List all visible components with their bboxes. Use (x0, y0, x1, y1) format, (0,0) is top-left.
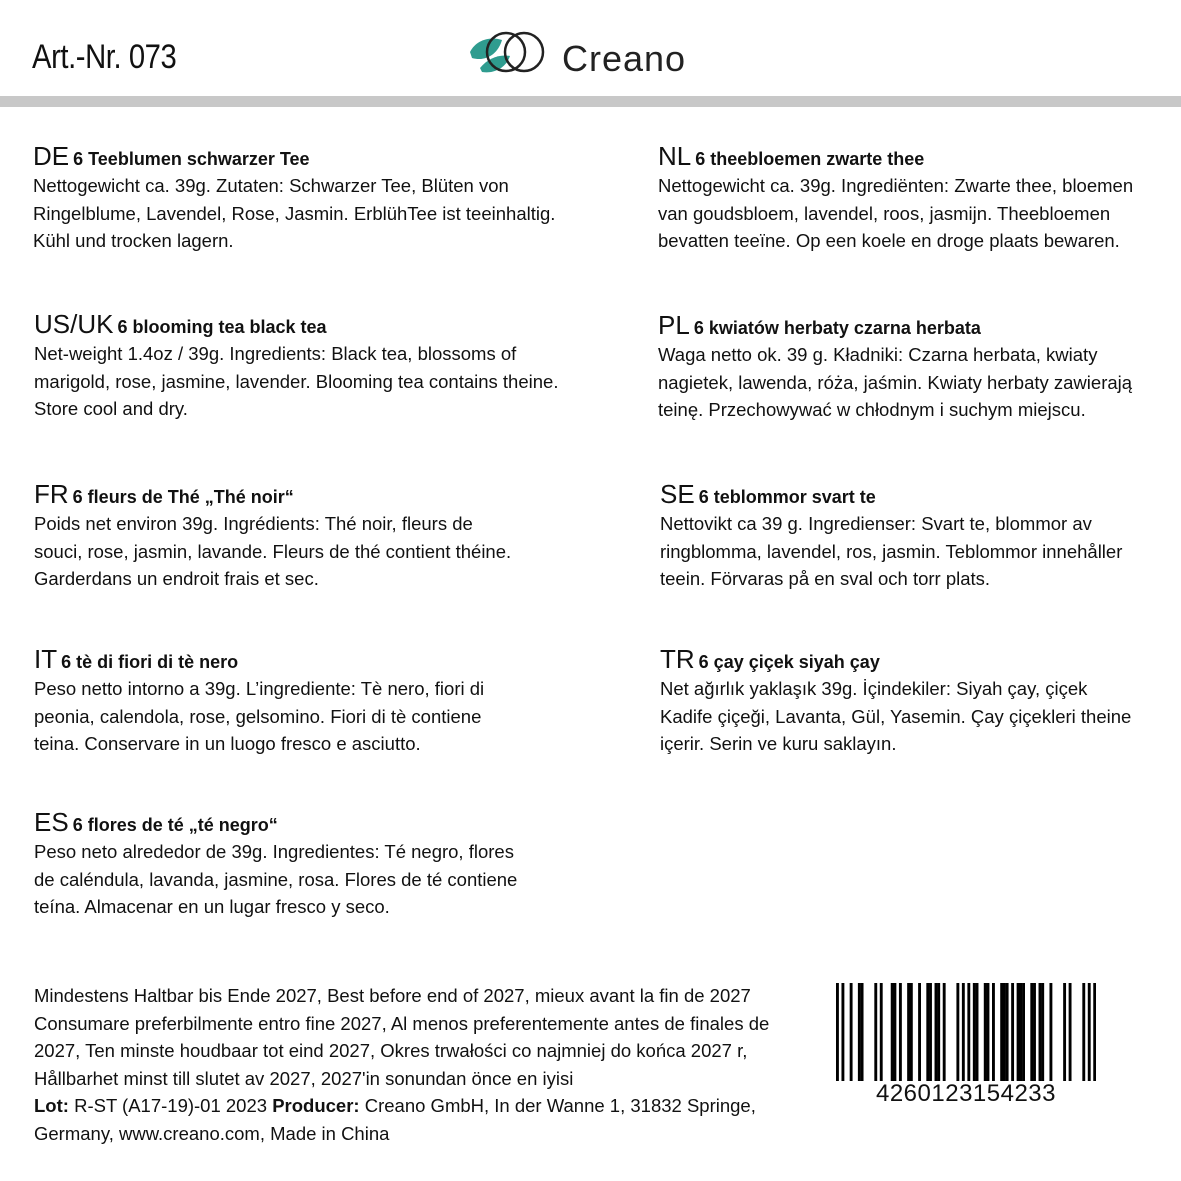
section-text: Net ağırlık yaklaşık 39g. İçindekiler: Siyah çay, çiçek Kadife çiçeği, Lavanta, Gül, Yasemin. Çay çiçekleri theine içerir. Serin ve kuru saklayın. (660, 678, 1132, 754)
barcode-bar (1011, 983, 1014, 1081)
barcode-bar (874, 983, 877, 1081)
barcode-bar (861, 983, 864, 1081)
barcode-bar (841, 983, 844, 1081)
product-title: 6 flores de té „té negro“ (72, 815, 278, 835)
product-title: 6 Teeblumen schwarzer Tee (73, 149, 310, 169)
barcode-bar (984, 983, 987, 1081)
language-code: NL (658, 141, 692, 171)
lot-value: R-ST (A17-19)-01 2023 (68, 1095, 273, 1116)
section-heading (34, 311, 594, 340)
section-text: Nettovikt ca 39 g. Ingredienser: Svart te, blommor av ringblomma, lavendel, ros, jasmin. Teblommor innehåller teein. Förvaras på en sval och torr plats. (660, 513, 1123, 589)
lot-label: Lot: (34, 1095, 69, 1116)
section-es (34, 809, 594, 921)
section-heading (33, 143, 593, 172)
section-heading (660, 646, 1160, 675)
barcode-bar (880, 983, 883, 1081)
barcode-bar (836, 983, 839, 1081)
barcode-bar (992, 983, 995, 1081)
best-before-text: Mindestens Haltbar bis Ende 2027, Best before end of 2027, mieux avant la fin de 2027 Consumare preferbilmente entro fine 2027, Al menos preferentemente antes de finales de 2027, Ten minste houdbaar tot eind 2027, Okres trwałości co najmniej do końca 2027 r, Hållbarhet minst till slutet av 2027, 2027'in sonundan önce en iyisi (34, 985, 770, 1089)
barcode-bar (1003, 983, 1006, 1081)
section-text: Net-weight 1.4oz / 39g. Ingredients: Black tea, blossoms of marigold, rose, jasmine, lavender. Blooming tea contains theine. Store cool and dry. (34, 343, 559, 419)
barcode-bar (973, 983, 976, 1081)
producer-label: Producer: (272, 1095, 360, 1116)
barcode-bar (1006, 983, 1009, 1081)
barcode-bar (850, 983, 853, 1081)
section-text: Peso neto alrededor de 39g. Ingredientes: Té negro, flores de caléndula, lavanda, jasmine, rosa. Flores de té contiene teína. Almacenar en un lugar fresco y seco. (34, 841, 518, 917)
barcode-bar (1017, 983, 1020, 1081)
header-divider (0, 96, 1181, 107)
barcode-bar (918, 983, 921, 1081)
barcode-bar (910, 983, 913, 1081)
barcode-bar (1041, 983, 1044, 1081)
barcode-bar (1069, 983, 1072, 1081)
footer-info (34, 982, 824, 1147)
barcode-bar (907, 983, 910, 1081)
section-heading (34, 646, 594, 675)
barcode-bar (1082, 983, 1085, 1081)
section-it (34, 646, 594, 758)
language-code: TR (660, 644, 695, 674)
language-code: PL (658, 310, 690, 340)
product-title: 6 tè di fiori di tè nero (61, 652, 239, 672)
barcode-bar (929, 983, 932, 1081)
product-title: 6 kwiatów herbaty czarna herbata (693, 318, 981, 338)
section-fr (34, 481, 594, 593)
barcode-bar (1063, 983, 1066, 1081)
barcode-bar (893, 983, 896, 1081)
barcode-bar (1030, 983, 1033, 1081)
section-us-uk (34, 311, 594, 423)
product-title: 6 theebloemen zwarte thee (695, 149, 925, 169)
barcode-bar (1022, 983, 1025, 1081)
creano-leaf-icon (466, 28, 556, 80)
barcode-bar (1049, 983, 1052, 1081)
barcode-bar (1088, 983, 1091, 1081)
language-code: ES (34, 807, 69, 837)
brand-logo (466, 28, 726, 80)
barcode-bar (1033, 983, 1036, 1081)
section-tr (660, 646, 1160, 758)
barcode-bar (935, 983, 938, 1081)
section-text: Waga netto ok. 39 g. Kładniki: Czarna herbata, kwiaty nagietek, lawenda, róża, jaśmin. Kwiaty herbaty zawierają teinę. Przechowywać w chłodnym i suchym miejscu. (658, 344, 1133, 420)
barcode-bar (956, 983, 959, 1081)
language-code: SE (660, 479, 695, 509)
barcode-bar (987, 983, 990, 1081)
section-text: Poids net environ 39g. Ingrédients: Thé noir, fleurs de souci, rose, jasmin, lavande. Fleurs de thé contient théine. Garderdans un endroit frais et sec. (34, 513, 512, 589)
product-title: 6 teblommor svart te (698, 487, 876, 507)
section-text: Nettogewicht ca. 39g. Zutaten: Schwarzer Tee, Blüten von Ringelblume, Lavendel, Rose, Jasmin. ErblühTee ist teeinhaltig. Kühl und trocken lagern. (33, 175, 556, 251)
lot-producer-text (34, 1092, 824, 1147)
language-code: DE (33, 141, 70, 171)
barcode-image (836, 983, 1096, 1083)
article-number: Art.-Nr. 073 (32, 38, 177, 76)
barcode-number: 4260123154233 (875, 1080, 1057, 1107)
barcode-bar (858, 983, 861, 1081)
language-code: FR (34, 479, 69, 509)
section-heading (660, 481, 1160, 510)
brand-name: Creano (562, 38, 687, 79)
barcode-bar (899, 983, 902, 1081)
barcode-bar (926, 983, 929, 1081)
barcode-bar (1039, 983, 1042, 1081)
section-se (660, 481, 1160, 593)
barcode-bar (962, 983, 965, 1081)
section-text: Nettogewicht ca. 39g. Ingrediënten: Zwarte thee, bloemen van goudsbloem, lavendel, roos, jasmijn. Theebloemen bevatten teeïne. Op een koele en droge plaats bewaren. (658, 175, 1134, 251)
language-code: US/UK (34, 309, 114, 339)
section-heading (658, 312, 1158, 341)
barcode-bar (937, 983, 940, 1081)
barcode-bar (891, 983, 894, 1081)
product-title: 6 fleurs de Thé „Thé noir“ (72, 487, 294, 507)
product-title: 6 blooming tea black tea (117, 317, 327, 337)
section-heading (34, 809, 594, 838)
section-nl (658, 143, 1158, 255)
section-text: Peso netto intorno a 39g. L’ingrediente: Tè nero, fiori di peonia, calendola, rose, gelsomino. Fiori di tè contiene teina. Conservare in un luogo fresco e asciutto. (34, 678, 485, 754)
product-title: 6 çay çiçek siyah çay (698, 652, 880, 672)
barcode-bar (976, 983, 979, 1081)
section-heading (658, 143, 1158, 172)
section-pl (658, 312, 1158, 424)
barcode-bar (943, 983, 946, 1081)
producer-value: Creano GmbH, In der Wanne 1, 31832 Springe, Germany, www.creano.com, Made in China (34, 1095, 756, 1144)
barcode-bar (967, 983, 970, 1081)
language-code: IT (34, 644, 58, 674)
barcode-bar (1019, 983, 1022, 1081)
barcode-bar (1000, 983, 1003, 1081)
section-de (33, 143, 593, 255)
section-heading (34, 481, 594, 510)
barcode-bar (1093, 983, 1096, 1081)
